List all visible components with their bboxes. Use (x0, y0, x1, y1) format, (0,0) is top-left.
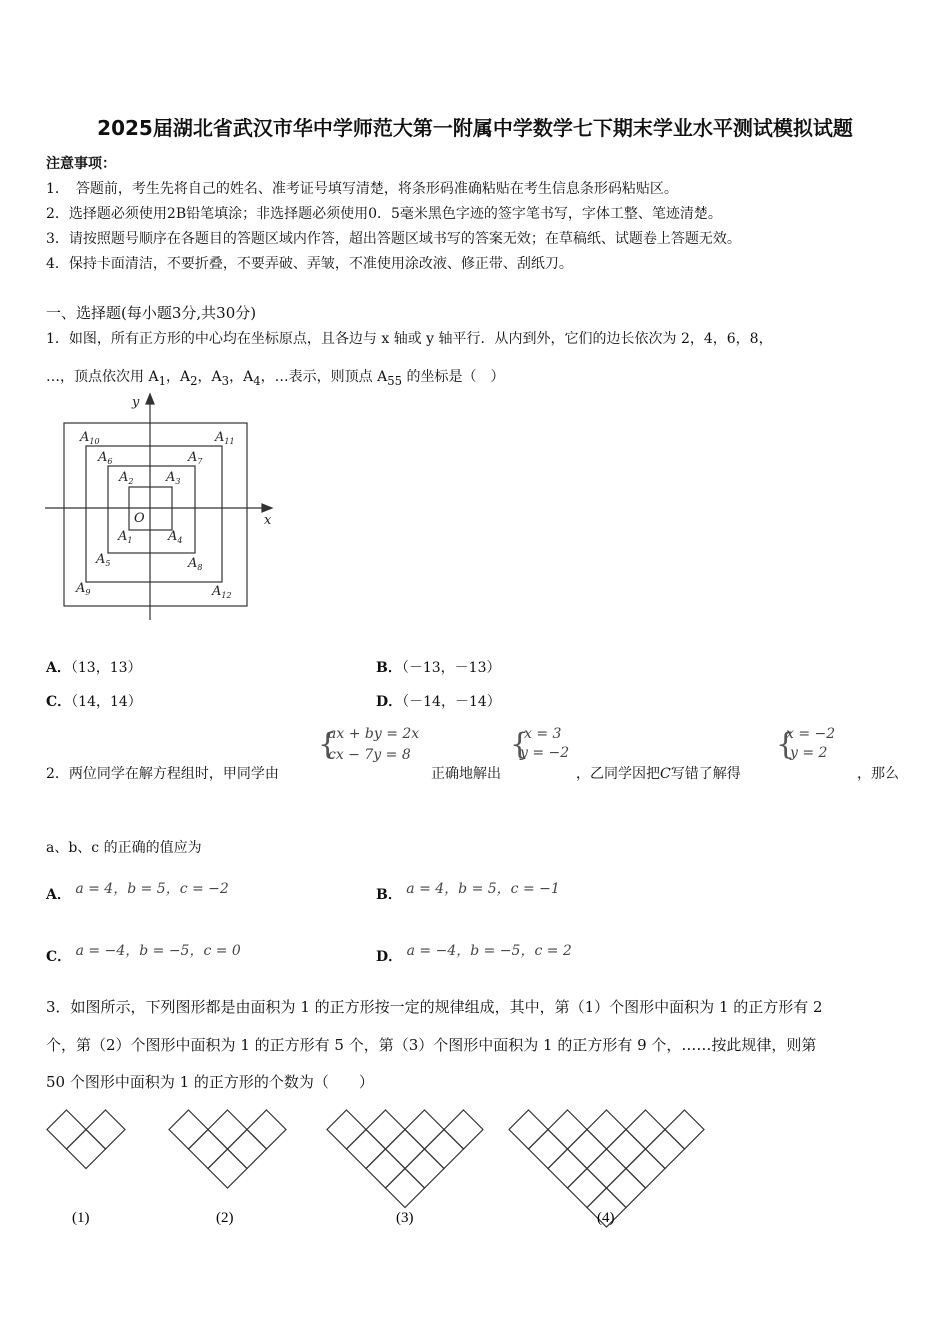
unit-square-diamond (208, 1149, 247, 1188)
label-a4: $A_4$ (168, 529, 183, 545)
unit-square-diamond (366, 1110, 405, 1149)
notice-item-2: 2．选择题必须使用2B铅笔填涂；非选择题必须使用0．5毫米黑色字迹的签字笔书写，字体工整、笔迹清楚。 (46, 206, 722, 222)
notice-item-4: 4．保持卡面清洁，不要折叠，不要弄破、弄皱，不准使用涂改液、修正带、刮纸刀。 (46, 256, 573, 272)
square-4 (64, 423, 247, 606)
unit-square-diamond (189, 1130, 228, 1169)
unit-square-diamond (548, 1110, 587, 1149)
unit-square-diamond (568, 1169, 607, 1208)
unit-square-diamond (405, 1110, 444, 1149)
unit-square-diamond (386, 1130, 425, 1169)
q2-option-b[interactable]: B． a = 4，b = 5，c = −1 (376, 881, 560, 903)
label-a3: $A_3$ (166, 470, 181, 486)
caption-3: (3) (396, 1210, 414, 1226)
q2-text-mid: 正确地解出 (431, 766, 501, 782)
q2-option-a[interactable]: A． a = 4，b = 5，c = −2 (46, 881, 229, 903)
figure-1 (47, 1110, 125, 1169)
x-axis-label: x (264, 513, 272, 528)
q3-text-line2: 个，第（2）个图形中面积为 1 的正方形有 5 个，第（3）个图形中面积为 1 的正方形有 9 个，……按此规律，则第 (46, 1036, 817, 1054)
q1-option-b[interactable]: B．（－13，－13） (376, 660, 501, 676)
unit-square-diamond (228, 1130, 267, 1169)
section-heading: 一、选择题(每小题3分,共30分) (46, 304, 257, 322)
unit-square-diamond (665, 1110, 704, 1149)
y-axis-arrow (146, 394, 154, 404)
unit-square-diamond (529, 1130, 568, 1169)
label-a9: $A_9$ (76, 581, 91, 597)
origin-label: O (134, 511, 145, 526)
notice-item-1: 1． 答题前，考生先将自己的姓名、准考证号填写清楚，将条形码准确粘贴在考生信息条形码粘贴区。 (46, 181, 678, 197)
unit-square-diamond (509, 1110, 548, 1149)
unit-square-diamond (208, 1110, 247, 1149)
notice-item-3: 3．请按照题号顺序在各题目的答题区域内作答，超出答题区域书写的答案无效；在草稿纸、试题卷上答题无效。 (46, 231, 741, 247)
x-axis-arrow (262, 504, 272, 512)
unit-square-diamond (646, 1130, 685, 1169)
unit-square-diamond (607, 1169, 646, 1208)
caption-1: (1) (72, 1210, 90, 1226)
unit-square-diamond (405, 1149, 444, 1188)
unit-square-diamond (247, 1110, 286, 1149)
q1-option-c[interactable]: C．（14，14） (46, 694, 142, 710)
label-a2: $A_2$ (119, 470, 134, 486)
unit-square-diamond (587, 1110, 626, 1149)
label-a10: $A_{10}$ (80, 430, 100, 446)
unit-square-diamond (548, 1149, 587, 1188)
caption-4: (4) (597, 1210, 615, 1226)
q1-text-line2: …，顶点依次用 $A_1$，$A_2$，$A_3$，$A_4$，…表示，则顶点 $A_{55}$ 的坐标是（ ） (46, 369, 505, 388)
caption-2: (2) (216, 1210, 234, 1226)
unit-square-diamond (607, 1130, 646, 1169)
unit-square-diamond (568, 1130, 607, 1169)
label-a8: $A_8$ (188, 556, 203, 572)
unit-square-diamond (626, 1110, 665, 1149)
unit-square-diamond (366, 1149, 405, 1188)
q2-text-post: ，那么 (857, 766, 899, 782)
q3-text-line1: 3．如图所示，下列图形都是由面积为 1 的正方形按一定的规律组成，其中，第（1）个图形中面积为 1 的正方形有 2 (46, 998, 823, 1016)
q2-text-pre: 2．两位同学在解方程组时，甲同学由 (46, 766, 279, 782)
unit-square-diamond (86, 1110, 125, 1149)
label-a12: $A_{12}$ (212, 584, 232, 600)
label-a6: $A_6$ (98, 450, 113, 466)
label-a1: $A_1$ (118, 529, 133, 545)
unit-square-diamond (327, 1110, 366, 1149)
figure-3 (327, 1110, 483, 1208)
q1-option-d[interactable]: D．（－14，－14） (376, 694, 501, 710)
page-title: 2025届湖北省武汉市华中学师范大第一附属中学数学七下期末学业水平测试模拟试题 (97, 116, 853, 140)
unit-square-diamond (169, 1110, 208, 1149)
q1-text-line1: 1．如图，所有正方形的中心均在坐标原点，且各边与 x 轴或 y 轴平行．从内到外，它们的边长依次为 2，4，6，8， (46, 331, 773, 347)
q2-option-c[interactable]: C． a = −4，b = −5，c = 0 (46, 943, 241, 965)
label-a5: $A_5$ (96, 552, 111, 568)
notice-heading: 注意事项： (46, 156, 116, 172)
unit-square-diamond (386, 1169, 425, 1208)
unit-square-diamond (47, 1110, 86, 1149)
unit-square-diamond (347, 1130, 386, 1169)
unit-square-diamond (67, 1130, 106, 1169)
y-axis-label: y (132, 395, 140, 410)
figure-2 (169, 1110, 286, 1188)
label-a7: $A_7$ (188, 450, 203, 466)
unit-square-diamond (626, 1149, 665, 1188)
q2-option-d[interactable]: D． a = −4，b = −5，c = 2 (376, 943, 572, 965)
unit-square-diamond (587, 1149, 626, 1188)
unit-square-diamond (444, 1110, 483, 1149)
unit-square-diamond (425, 1130, 464, 1169)
label-a11: $A_{11}$ (215, 430, 235, 446)
q2-text-mid2: ，乙同学因把C写错了解得 (576, 766, 741, 782)
q3-text-line3: 50 个图形中面积为 1 的正方形的个数为（ ） (46, 1073, 374, 1091)
q1-coordinate-figure (40, 390, 280, 625)
q1-option-a[interactable]: A．（13，13） (46, 660, 142, 676)
q3-pattern-figures (40, 1098, 720, 1238)
q2-text-line2: a、b、c 的正确的值应为 (46, 840, 202, 856)
